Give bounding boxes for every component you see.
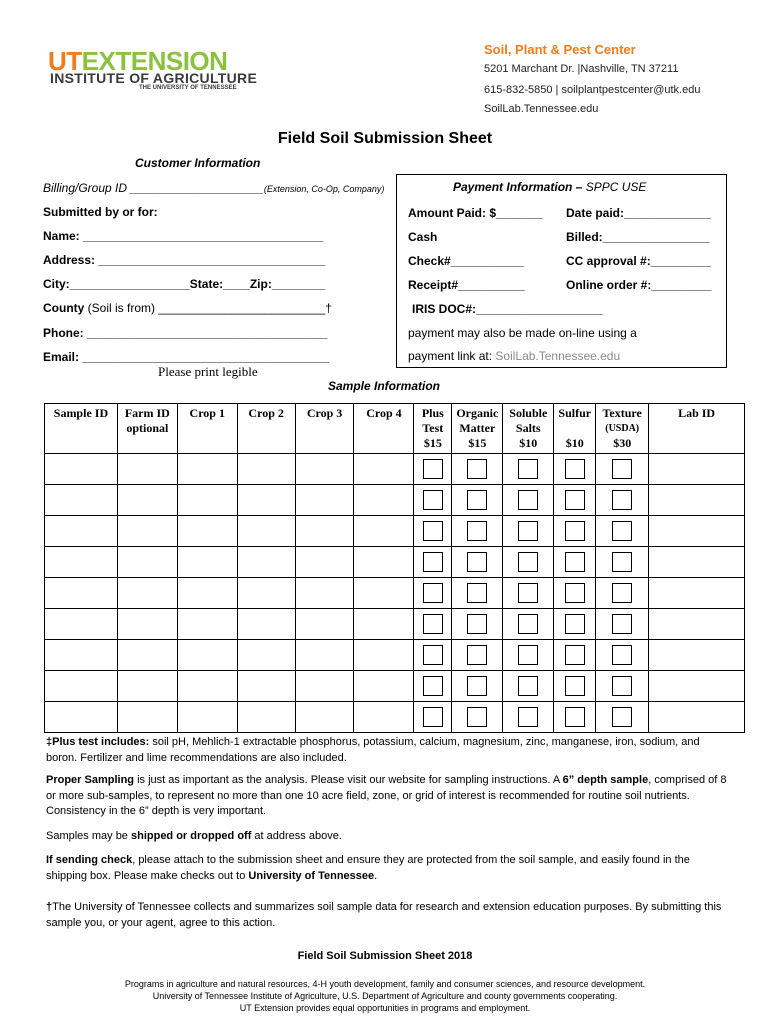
checkbox[interactable] <box>565 521 585 541</box>
column-header-line1: Sulfur <box>558 406 592 420</box>
table-row <box>45 578 745 609</box>
checkbox[interactable] <box>565 552 585 572</box>
checkbox[interactable] <box>612 583 632 603</box>
checkbox[interactable] <box>612 676 632 696</box>
online-payment-link-text: payment link at: <box>408 349 493 363</box>
table-row <box>45 454 745 485</box>
checkbox[interactable] <box>518 552 538 572</box>
checkbox-cell[interactable] <box>414 640 452 671</box>
entry-cell[interactable] <box>649 516 745 547</box>
checkbox-cell[interactable] <box>554 671 596 702</box>
entry-cell[interactable] <box>177 454 237 485</box>
email-field[interactable]: Email: _____________________________________ <box>43 350 330 364</box>
amount-paid-field[interactable]: Amount Paid: $_______ <box>408 206 543 220</box>
center-website[interactable]: SoilLab.Tennessee.edu <box>484 103 599 115</box>
sample-info-heading: Sample Information <box>328 379 441 393</box>
entry-cell[interactable] <box>45 547 118 578</box>
checkbox[interactable] <box>467 645 487 665</box>
entry-cell[interactable] <box>177 485 237 516</box>
column-header-line2 <box>239 421 294 436</box>
column-header-line1: Farm ID <box>124 406 170 420</box>
county-label: County <box>43 301 85 315</box>
check-number-field[interactable]: Check#___________ <box>408 254 525 268</box>
depth-sample-label: 6” depth sample <box>562 774 649 786</box>
entry-cell[interactable] <box>237 516 295 547</box>
checkbox-cell[interactable] <box>596 671 649 702</box>
cash-field[interactable]: Cash <box>408 230 438 244</box>
receipt-field[interactable]: Receipt#__________ <box>408 278 525 292</box>
entry-cell[interactable] <box>354 516 414 547</box>
city-state-zip-field[interactable]: City:__________________State:____Zip:________ <box>43 277 326 291</box>
sample-table-header <box>45 404 745 454</box>
table-row <box>45 671 745 702</box>
entry-cell[interactable] <box>177 640 237 671</box>
column-header <box>237 404 295 454</box>
checkbox-cell[interactable] <box>596 485 649 516</box>
footer-title: Field Soil Submission Sheet 2018 <box>297 950 473 962</box>
column-header-line2: optional <box>126 421 169 435</box>
checkbox[interactable] <box>518 459 538 479</box>
entry-cell[interactable] <box>354 640 414 671</box>
check-payee: University of Tennessee <box>248 869 375 882</box>
address-field[interactable]: Address: __________________________________ <box>43 253 326 267</box>
column-header-line1: Crop 2 <box>248 406 284 420</box>
shipping-text-2: at address above. <box>251 830 342 842</box>
checkbox-cell[interactable] <box>554 454 596 485</box>
entry-cell[interactable] <box>45 702 118 733</box>
entry-cell[interactable] <box>354 609 414 640</box>
date-paid-field[interactable]: Date paid:_____________ <box>566 206 711 220</box>
county-field[interactable] <box>43 301 332 315</box>
customer-info-heading: Customer Information <box>135 156 261 170</box>
table-row <box>45 640 745 671</box>
checkbox[interactable] <box>518 583 538 603</box>
checkbox[interactable] <box>467 521 487 541</box>
checkbox-cell[interactable] <box>503 640 554 671</box>
checkbox-cell[interactable] <box>414 516 452 547</box>
checkbox-cell[interactable] <box>554 640 596 671</box>
proper-sampling-label: Proper Sampling <box>46 774 135 786</box>
entry-cell[interactable] <box>45 609 118 640</box>
entry-cell[interactable] <box>117 516 177 547</box>
checkbox-cell[interactable] <box>414 702 452 733</box>
column-header-line2 <box>650 421 743 436</box>
entry-cell[interactable] <box>237 671 295 702</box>
checkbox[interactable] <box>565 707 585 727</box>
name-field[interactable]: Name: ____________________________________ <box>43 229 324 243</box>
entry-cell[interactable] <box>237 640 295 671</box>
entry-cell[interactable] <box>45 578 118 609</box>
column-header-line3: $10 <box>565 436 584 450</box>
checkbox-cell[interactable] <box>554 516 596 547</box>
checkbox[interactable] <box>612 645 632 665</box>
entry-cell[interactable] <box>295 702 354 733</box>
checkbox[interactable] <box>612 614 632 634</box>
checkbox-cell[interactable] <box>452 547 503 578</box>
payment-heading-suffix: SPPC USE <box>585 180 647 194</box>
checkbox[interactable] <box>518 645 538 665</box>
checkbox-cell[interactable] <box>452 454 503 485</box>
entry-cell[interactable] <box>117 547 177 578</box>
table-row <box>45 702 745 733</box>
logo-institute-text: INSTITUTE OF AGRICULTURE <box>50 70 258 86</box>
column-header-line3 <box>650 436 743 451</box>
column-header-line1: Crop 1 <box>189 406 225 420</box>
column-header-line3: $15 <box>468 436 487 450</box>
entry-cell[interactable] <box>177 702 237 733</box>
entry-cell[interactable] <box>177 516 237 547</box>
entry-cell[interactable] <box>45 454 118 485</box>
checkbox-cell[interactable] <box>554 702 596 733</box>
check-note-label: If sending check <box>46 854 133 866</box>
checkbox[interactable] <box>423 676 443 696</box>
column-header-line1: Crop 3 <box>306 406 343 420</box>
column-header-line2 <box>555 421 594 436</box>
checkbox-cell[interactable] <box>503 454 554 485</box>
column-header-line3 <box>239 436 294 451</box>
logo-university-text: THE UNIVERSITY OF TENNESSEE <box>139 85 237 91</box>
checkbox[interactable] <box>565 614 585 634</box>
column-header-line3: $15 <box>423 436 442 450</box>
entry-cell[interactable] <box>237 609 295 640</box>
footer-line-3: UT Extension provides equal opportunities in programs and employment. <box>239 1003 531 1013</box>
online-payment-link[interactable]: SoilLab.Tennessee.edu <box>495 349 621 363</box>
column-header <box>596 404 649 454</box>
page-title: Field Soil Submission Sheet <box>277 130 493 147</box>
footer-line-2: University of Tennessee Institute of Agriculture, U.S. Department of Agriculture and county governments cooperating. <box>152 991 618 1001</box>
footer-line-1: Programs in agriculture and natural resources, 4-H youth development, family and consumer sciences, and resource development. <box>124 979 646 989</box>
checkbox-cell[interactable] <box>414 485 452 516</box>
checkbox-cell[interactable] <box>596 702 649 733</box>
cc-approval-field[interactable]: CC approval #:_________ <box>566 254 711 268</box>
print-note: Please print legible <box>158 364 258 379</box>
entry-cell[interactable] <box>45 640 118 671</box>
column-header-line2: Matter <box>459 421 496 435</box>
checkbox-cell[interactable] <box>452 578 503 609</box>
column-header-line1: Organic <box>456 406 499 420</box>
data-use-note <box>46 900 730 931</box>
entry-cell[interactable] <box>649 485 745 516</box>
county-hint: (Soil is from) _________________________† <box>87 301 332 315</box>
checkbox[interactable] <box>518 707 538 727</box>
column-header-line1: Plus <box>421 406 444 420</box>
entry-cell[interactable] <box>649 454 745 485</box>
checkbox[interactable] <box>423 459 443 479</box>
checkbox[interactable] <box>612 490 632 510</box>
checkbox[interactable] <box>612 459 632 479</box>
checkbox[interactable] <box>423 583 443 603</box>
checkbox[interactable] <box>518 490 538 510</box>
online-payment-link-line <box>408 349 620 363</box>
checkbox-cell[interactable] <box>452 640 503 671</box>
checkbox-cell[interactable] <box>452 516 503 547</box>
checkbox[interactable] <box>423 614 443 634</box>
column-header-line3: $30 <box>613 436 632 450</box>
plus-test-label: ‡Plus test includes: <box>46 736 150 748</box>
entry-cell[interactable] <box>295 671 354 702</box>
proper-sampling-note <box>46 773 730 820</box>
check-note <box>46 853 730 884</box>
column-header-line1: Lab ID <box>678 406 716 420</box>
payment-heading <box>453 180 646 194</box>
checkbox-cell[interactable] <box>414 578 452 609</box>
entry-cell[interactable] <box>117 640 177 671</box>
column-header-line3 <box>46 436 116 451</box>
logo-extension-text: EXTENSION <box>81 46 228 76</box>
checkbox[interactable] <box>565 645 585 665</box>
checkbox[interactable] <box>423 490 443 510</box>
checkbox-cell[interactable] <box>596 640 649 671</box>
checkbox[interactable] <box>565 490 585 510</box>
checkbox-cell[interactable] <box>503 516 554 547</box>
payment-heading-label: Payment Information – <box>453 180 583 194</box>
sample-table-body <box>45 454 745 733</box>
billing-hint: (Extension, Co-Op, Company) <box>263 184 385 194</box>
entry-cell[interactable] <box>117 671 177 702</box>
phone-field[interactable]: Phone: ____________________________________ <box>43 326 328 340</box>
column-header <box>354 404 414 454</box>
entry-cell[interactable] <box>237 485 295 516</box>
checkbox-cell[interactable] <box>596 578 649 609</box>
checkbox[interactable] <box>518 614 538 634</box>
shipping-bold: shipped or dropped off <box>130 830 252 842</box>
checkbox-cell[interactable] <box>452 671 503 702</box>
check-note-end: . <box>374 869 378 882</box>
checkbox-cell[interactable] <box>596 516 649 547</box>
checkbox[interactable] <box>467 552 487 572</box>
table-row <box>45 547 745 578</box>
table-row <box>45 609 745 640</box>
checkbox-cell[interactable] <box>554 547 596 578</box>
proper-sampling-text-2: , comprised of 8 or more sub-samples, to represent no more than one 10 acre field, zone, or grid of interest is recommended for routine soil nutrients. Consistency in the 6” depth is very important. <box>46 774 727 817</box>
entry-cell[interactable] <box>354 547 414 578</box>
checkbox-cell[interactable] <box>503 485 554 516</box>
checkbox[interactable] <box>423 521 443 541</box>
column-header-line2: Test <box>422 421 444 435</box>
checkbox-cell[interactable] <box>596 454 649 485</box>
proper-sampling-text-1: is just as important as the analysis. Please visit our website for sampling instructions. A <box>134 774 563 786</box>
column-header-line3 <box>297 436 353 451</box>
entry-cell[interactable] <box>177 547 237 578</box>
entry-cell[interactable] <box>649 671 745 702</box>
entry-cell[interactable] <box>295 578 354 609</box>
entry-cell[interactable] <box>45 516 118 547</box>
checkbox[interactable] <box>612 707 632 727</box>
entry-cell[interactable] <box>354 454 414 485</box>
online-order-field[interactable]: Online order #:_________ <box>566 278 712 292</box>
checkbox[interactable] <box>565 676 585 696</box>
billing-group-field[interactable] <box>43 181 384 195</box>
entry-cell[interactable] <box>117 578 177 609</box>
column-header <box>503 404 554 454</box>
entry-cell[interactable] <box>649 702 745 733</box>
shipping-text-1: Samples may be <box>46 830 131 842</box>
column-header <box>45 404 118 454</box>
entry-cell[interactable] <box>295 485 354 516</box>
entry-cell[interactable] <box>649 640 745 671</box>
entry-cell[interactable] <box>117 485 177 516</box>
entry-cell[interactable] <box>295 640 354 671</box>
checkbox[interactable] <box>467 490 487 510</box>
column-header-line3 <box>179 436 236 451</box>
checkbox-cell[interactable] <box>414 454 452 485</box>
entry-cell[interactable] <box>295 609 354 640</box>
check-note-text: , please attach to the submission sheet and ensure they are protected from the soil sample, and easily found in the shipping box. Please make checks out to <box>46 854 690 882</box>
entry-cell[interactable] <box>354 578 414 609</box>
center-address: 5201 Marchant Dr. |Nashville, TN 37211 <box>484 63 679 75</box>
column-header-line3: $10 <box>519 436 538 450</box>
entry-cell[interactable] <box>295 547 354 578</box>
plus-test-note <box>46 735 730 766</box>
column-header-line1: Crop 4 <box>366 406 402 420</box>
center-contact: 615-832-5850 | soilplantpestcenter@utk.edu <box>484 84 701 96</box>
checkbox-cell[interactable] <box>503 702 554 733</box>
checkbox[interactable] <box>565 583 585 603</box>
entry-cell[interactable] <box>649 547 745 578</box>
column-header-line2 <box>297 421 353 436</box>
entry-cell[interactable] <box>237 454 295 485</box>
entry-cell[interactable] <box>295 516 354 547</box>
billed-field[interactable]: Billed:________________ <box>566 230 710 244</box>
entry-cell[interactable] <box>354 671 414 702</box>
checkbox-cell[interactable] <box>414 671 452 702</box>
column-header <box>649 404 745 454</box>
dagger-mark: † <box>46 901 53 913</box>
checkbox-cell[interactable] <box>503 671 554 702</box>
column-header-line1: Soluble <box>509 406 548 420</box>
column-header-line2 <box>46 421 116 436</box>
entry-cell[interactable] <box>237 578 295 609</box>
data-use-text: The University of Tennessee collects and summarizes soil sample data for research and extension education purposes. By submitting this sample you, or your agent, agree to this action. <box>46 901 722 929</box>
entry-cell[interactable] <box>177 609 237 640</box>
checkbox-cell[interactable] <box>452 485 503 516</box>
checkbox[interactable] <box>612 521 632 541</box>
checkbox-cell[interactable] <box>503 609 554 640</box>
checkbox-cell[interactable] <box>452 702 503 733</box>
checkbox[interactable] <box>612 552 632 572</box>
submitted-by-label: Submitted by or for: <box>43 205 158 219</box>
entry-cell[interactable] <box>237 547 295 578</box>
checkbox[interactable] <box>518 676 538 696</box>
column-header-line1: Sample ID <box>53 406 109 420</box>
shipping-note <box>46 829 730 845</box>
billing-label: Billing/Group ID ____________________ <box>43 181 264 195</box>
checkbox[interactable] <box>467 707 487 727</box>
column-header-line2: (USDA) <box>605 423 640 434</box>
column-header <box>414 404 452 454</box>
logo-ut-text: UT <box>48 46 82 76</box>
online-payment-note: payment may also be made on-line using a <box>408 326 637 340</box>
checkbox[interactable] <box>467 583 487 603</box>
entry-cell[interactable] <box>177 671 237 702</box>
entry-cell[interactable] <box>237 702 295 733</box>
checkbox[interactable] <box>565 459 585 479</box>
entry-cell[interactable] <box>117 609 177 640</box>
sample-table <box>44 403 745 733</box>
column-header-line3 <box>119 436 176 451</box>
checkbox-cell[interactable] <box>554 485 596 516</box>
checkbox-cell[interactable] <box>503 578 554 609</box>
entry-cell[interactable] <box>45 485 118 516</box>
entry-cell[interactable] <box>45 671 118 702</box>
entry-cell[interactable] <box>177 578 237 609</box>
column-header <box>452 404 503 454</box>
checkbox[interactable] <box>423 645 443 665</box>
checkbox-cell[interactable] <box>414 547 452 578</box>
checkbox[interactable] <box>467 459 487 479</box>
entry-cell[interactable] <box>354 702 414 733</box>
plus-test-text: soil pH, Mehlich-1 extractable phosphorus, potassium, calcium, magnesium, zinc, manganese, iron, sodium, and boron. Fertilizer and lime recommendations are also included. <box>46 736 700 764</box>
entry-cell[interactable] <box>354 485 414 516</box>
column-header-line2: Salts <box>515 421 541 435</box>
checkbox[interactable] <box>467 614 487 634</box>
iris-doc-field[interactable]: IRIS DOC#:___________________ <box>412 302 603 316</box>
entry-cell[interactable] <box>295 454 354 485</box>
column-header <box>554 404 596 454</box>
center-name: Soil, Plant & Pest Center <box>484 42 636 57</box>
checkbox-cell[interactable] <box>596 609 649 640</box>
column-header <box>117 404 177 454</box>
entry-cell[interactable] <box>649 609 745 640</box>
checkbox-cell[interactable] <box>596 547 649 578</box>
table-row <box>45 485 745 516</box>
column-header <box>177 404 237 454</box>
entry-cell[interactable] <box>117 702 177 733</box>
column-header <box>295 404 354 454</box>
column-header-line2 <box>355 421 412 436</box>
column-header-line3 <box>355 436 412 451</box>
checkbox-cell[interactable] <box>414 609 452 640</box>
checkbox[interactable] <box>467 676 487 696</box>
checkbox-cell[interactable] <box>503 547 554 578</box>
checkbox[interactable] <box>423 552 443 572</box>
checkbox-cell[interactable] <box>554 609 596 640</box>
table-row <box>45 516 745 547</box>
column-header-line1: Texture <box>602 406 642 420</box>
checkbox-cell[interactable] <box>554 578 596 609</box>
entry-cell[interactable] <box>117 454 177 485</box>
checkbox[interactable] <box>423 707 443 727</box>
checkbox-cell[interactable] <box>452 609 503 640</box>
column-header-line2 <box>179 421 236 436</box>
checkbox[interactable] <box>518 521 538 541</box>
entry-cell[interactable] <box>649 578 745 609</box>
